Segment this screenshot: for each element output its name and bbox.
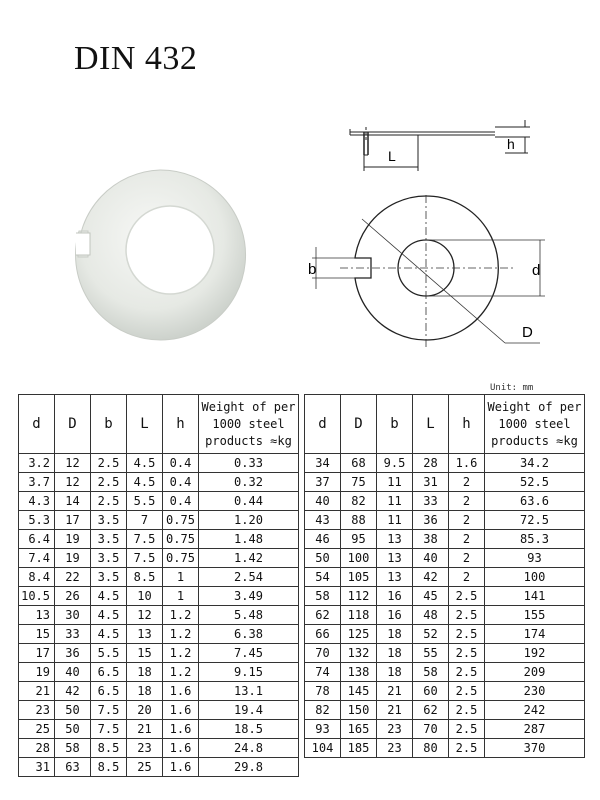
- table-cell: 58: [305, 587, 341, 606]
- table-cell: 34: [305, 454, 341, 473]
- table-cell: 72.5: [485, 511, 585, 530]
- washer-photo: [70, 165, 250, 345]
- table-cell: 242: [485, 701, 585, 720]
- table-cell: 0.33: [199, 454, 299, 473]
- table-cell: 1.2: [163, 663, 199, 682]
- table-cell: 13.1: [199, 682, 299, 701]
- table-cell: 3.5: [91, 549, 127, 568]
- table-cell: 9.5: [377, 454, 413, 473]
- table-cell: 1: [163, 587, 199, 606]
- table-row: [305, 644, 585, 663]
- table-cell: 54: [305, 568, 341, 587]
- weight-header-line: 1000 steel: [498, 416, 571, 431]
- table-cell: 82: [341, 492, 377, 511]
- table-cell: 16: [377, 606, 413, 625]
- table-cell: 74: [305, 663, 341, 682]
- table-cell: 1.6: [163, 682, 199, 701]
- table-cell: 3.49: [199, 587, 299, 606]
- col-h: h: [163, 395, 199, 454]
- table-cell: 2.5: [449, 739, 485, 758]
- table-cell: 68: [341, 454, 377, 473]
- table-cell: 0.44: [199, 492, 299, 511]
- table-cell: 55: [413, 644, 449, 663]
- table-cell: 85.3: [485, 530, 585, 549]
- table-cell: 2.5: [449, 587, 485, 606]
- table-cell: 155: [485, 606, 585, 625]
- table-row: [305, 720, 585, 739]
- spec-table-right: [304, 394, 585, 758]
- table-cell: 7.5: [127, 549, 163, 568]
- table-cell: 6.38: [199, 625, 299, 644]
- table-cell: 2.5: [449, 644, 485, 663]
- table-row: [305, 587, 585, 606]
- table-cell: 2.5: [449, 625, 485, 644]
- table-cell: 11: [377, 511, 413, 530]
- table-cell: 40: [305, 492, 341, 511]
- table-cell: 4.5: [91, 606, 127, 625]
- table-cell: 40: [55, 663, 91, 682]
- table-cell: 3.5: [91, 568, 127, 587]
- table-cell: 50: [55, 720, 91, 739]
- table-cell: 25: [127, 758, 163, 777]
- table-cell: 1.48: [199, 530, 299, 549]
- table-cell: 33: [55, 625, 91, 644]
- table-cell: 1.6: [163, 701, 199, 720]
- table-cell: 45: [413, 587, 449, 606]
- table-cell: 0.75: [163, 511, 199, 530]
- table-cell: 58: [55, 739, 91, 758]
- label-D: D: [522, 324, 533, 341]
- table-cell: 16: [377, 587, 413, 606]
- table-cell: 17: [19, 644, 55, 663]
- table-cell: 63: [55, 758, 91, 777]
- table-row: [305, 492, 585, 511]
- table-cell: 6.4: [19, 530, 55, 549]
- table-cell: 2.54: [199, 568, 299, 587]
- table-cell: 66: [305, 625, 341, 644]
- table-cell: 6.5: [91, 682, 127, 701]
- table-cell: 14: [55, 492, 91, 511]
- table-cell: 52.5: [485, 473, 585, 492]
- table-cell: 12: [55, 473, 91, 492]
- table-cell: 0.32: [199, 473, 299, 492]
- table-cell: 26: [55, 587, 91, 606]
- table-cell: 4.5: [127, 454, 163, 473]
- table-cell: 52: [413, 625, 449, 644]
- table-cell: 42: [55, 682, 91, 701]
- washer-technical-drawing: [300, 115, 600, 365]
- table-cell: 21: [377, 682, 413, 701]
- table-cell: 23: [377, 739, 413, 758]
- table-cell: 34.2: [485, 454, 585, 473]
- table-cell: 2.5: [449, 701, 485, 720]
- table-cell: 19: [55, 530, 91, 549]
- table-cell: 209: [485, 663, 585, 682]
- table-cell: 4.5: [127, 473, 163, 492]
- table-cell: 40: [413, 549, 449, 568]
- table-cell: 18: [377, 625, 413, 644]
- weight-header-line: products ≈kg: [491, 433, 578, 448]
- table-cell: 20: [127, 701, 163, 720]
- table-cell: 18: [377, 644, 413, 663]
- table-cell: 18: [127, 663, 163, 682]
- table-header-row: [19, 395, 299, 454]
- table-cell: 370: [485, 739, 585, 758]
- table-row: [305, 511, 585, 530]
- table-cell: 13: [19, 606, 55, 625]
- table-cell: 36: [413, 511, 449, 530]
- table-cell: 7: [127, 511, 163, 530]
- table-cell: 31: [19, 758, 55, 777]
- table-cell: 112: [341, 587, 377, 606]
- table-cell: 2: [449, 473, 485, 492]
- table-row: [305, 701, 585, 720]
- table-cell: 70: [413, 720, 449, 739]
- table-cell: 3.5: [91, 530, 127, 549]
- table-cell: 19.4: [199, 701, 299, 720]
- col-d: d: [19, 395, 55, 454]
- table-cell: 105: [341, 568, 377, 587]
- col-L: L: [413, 395, 449, 454]
- table-cell: 46: [305, 530, 341, 549]
- label-h: h: [507, 136, 515, 152]
- table-cell: 43: [305, 511, 341, 530]
- weight-header-line: Weight of per: [201, 399, 296, 414]
- weight-header-line: products ≈kg: [205, 433, 292, 448]
- table-row: [19, 644, 299, 663]
- table-cell: 82: [305, 701, 341, 720]
- table-row: [305, 454, 585, 473]
- table-row: [19, 739, 299, 758]
- table-cell: 24.8: [199, 739, 299, 758]
- table-cell: 125: [341, 625, 377, 644]
- table-cell: 8.5: [91, 739, 127, 758]
- label-b: b: [308, 261, 317, 278]
- table-cell: 0.4: [163, 454, 199, 473]
- table-cell: 33: [413, 492, 449, 511]
- table-cell: 18.5: [199, 720, 299, 739]
- table-cell: 100: [341, 549, 377, 568]
- table-cell: 104: [305, 739, 341, 758]
- table-cell: 2: [449, 568, 485, 587]
- table-cell: 95: [341, 530, 377, 549]
- table-cell: 48: [413, 606, 449, 625]
- table-cell: 37: [305, 473, 341, 492]
- table-cell: 58: [413, 663, 449, 682]
- table-cell: 1.6: [163, 758, 199, 777]
- table-cell: 12: [127, 606, 163, 625]
- table-cell: 23: [127, 739, 163, 758]
- side-view: [350, 120, 530, 171]
- table-row: [305, 606, 585, 625]
- table-cell: 88: [341, 511, 377, 530]
- table-cell: 174: [485, 625, 585, 644]
- weight-header-line: 1000 steel: [212, 416, 285, 431]
- table-cell: 145: [341, 682, 377, 701]
- table-cell: 7.45: [199, 644, 299, 663]
- table-cell: 30: [55, 606, 91, 625]
- col-b: b: [377, 395, 413, 454]
- table-row: [19, 720, 299, 739]
- table-cell: 63.6: [485, 492, 585, 511]
- table-cell: 22: [55, 568, 91, 587]
- table-row: [19, 530, 299, 549]
- table-cell: 118: [341, 606, 377, 625]
- table-cell: 78: [305, 682, 341, 701]
- table-cell: 1.42: [199, 549, 299, 568]
- table-cell: 7.5: [127, 530, 163, 549]
- table-cell: 2: [449, 549, 485, 568]
- col-weight: [199, 395, 299, 454]
- table-cell: 15: [127, 644, 163, 663]
- table-cell: 7.5: [91, 720, 127, 739]
- table-cell: 165: [341, 720, 377, 739]
- col-D: D: [341, 395, 377, 454]
- table-row: [19, 663, 299, 682]
- table-row: [305, 625, 585, 644]
- table-cell: 19: [19, 663, 55, 682]
- table-cell: 2.5: [91, 454, 127, 473]
- table-cell: 6.5: [91, 663, 127, 682]
- table-cell: 0.4: [163, 473, 199, 492]
- table-cell: 1.2: [163, 625, 199, 644]
- table-row: [19, 682, 299, 701]
- table-cell: 11: [377, 473, 413, 492]
- table-cell: 5.48: [199, 606, 299, 625]
- table-cell: 25: [19, 720, 55, 739]
- table-row: [19, 492, 299, 511]
- table-cell: 21: [377, 701, 413, 720]
- table-cell: 17: [55, 511, 91, 530]
- table-cell: 1.6: [163, 720, 199, 739]
- table-cell: 75: [341, 473, 377, 492]
- table-cell: 1.2: [163, 644, 199, 663]
- table-cell: 150: [341, 701, 377, 720]
- table-cell: 2: [449, 511, 485, 530]
- table-row: [305, 682, 585, 701]
- table-cell: 4.5: [91, 625, 127, 644]
- table-cell: 141: [485, 587, 585, 606]
- table-cell: 5.5: [91, 644, 127, 663]
- table-row: [19, 606, 299, 625]
- table-cell: 1.6: [449, 454, 485, 473]
- table-cell: 0.75: [163, 549, 199, 568]
- label-d: d: [532, 262, 541, 279]
- table-row: [305, 530, 585, 549]
- table-row: [19, 511, 299, 530]
- table-cell: 23: [19, 701, 55, 720]
- table-cell: 11: [377, 492, 413, 511]
- table-cell: 287: [485, 720, 585, 739]
- table-row: [305, 549, 585, 568]
- page-title: DIN 432: [74, 40, 198, 77]
- weight-header-line: Weight of per: [487, 399, 582, 414]
- table-cell: 62: [305, 606, 341, 625]
- table-cell: 62: [413, 701, 449, 720]
- table-cell: 7.4: [19, 549, 55, 568]
- table-cell: 2: [449, 492, 485, 511]
- col-d: d: [305, 395, 341, 454]
- table-cell: 138: [341, 663, 377, 682]
- table-row: [305, 663, 585, 682]
- table-cell: 185: [341, 739, 377, 758]
- table-cell: 10: [127, 587, 163, 606]
- col-h: h: [449, 395, 485, 454]
- table-cell: 13: [377, 549, 413, 568]
- table-row: [305, 568, 585, 587]
- table-cell: 8.5: [91, 758, 127, 777]
- table-cell: 5.5: [127, 492, 163, 511]
- table-row: [19, 549, 299, 568]
- table-cell: 1.6: [163, 739, 199, 758]
- table-cell: 60: [413, 682, 449, 701]
- table-cell: 29.8: [199, 758, 299, 777]
- table-cell: 36: [55, 644, 91, 663]
- table-cell: 12: [55, 454, 91, 473]
- col-D: D: [55, 395, 91, 454]
- table-cell: 2.5: [449, 606, 485, 625]
- table-cell: 1.2: [163, 606, 199, 625]
- table-cell: 23: [377, 720, 413, 739]
- table-cell: 192: [485, 644, 585, 663]
- table-cell: 18: [377, 663, 413, 682]
- col-weight: [485, 395, 585, 454]
- table-cell: 50: [55, 701, 91, 720]
- table-cell: 42: [413, 568, 449, 587]
- table-row: [19, 454, 299, 473]
- table-cell: 1.20: [199, 511, 299, 530]
- table-cell: 19: [55, 549, 91, 568]
- table-cell: 8.5: [127, 568, 163, 587]
- col-b: b: [91, 395, 127, 454]
- table-cell: 28: [413, 454, 449, 473]
- table-cell: 7.5: [91, 701, 127, 720]
- table-cell: 70: [305, 644, 341, 663]
- label-L: L: [388, 148, 396, 164]
- spec-table-left: [18, 394, 299, 777]
- table-cell: 2.5: [449, 682, 485, 701]
- table-cell: 4.3: [19, 492, 55, 511]
- table-cell: 13: [377, 530, 413, 549]
- table-cell: 38: [413, 530, 449, 549]
- table-cell: 31: [413, 473, 449, 492]
- table-row: [19, 587, 299, 606]
- table-cell: 50: [305, 549, 341, 568]
- table-cell: 80: [413, 739, 449, 758]
- table-cell: 2: [449, 530, 485, 549]
- table-cell: 93: [305, 720, 341, 739]
- table-cell: 13: [377, 568, 413, 587]
- table-row: [19, 473, 299, 492]
- table-cell: 5.3: [19, 511, 55, 530]
- table-cell: 3.2: [19, 454, 55, 473]
- table-cell: 3.5: [91, 511, 127, 530]
- table-cell: 93: [485, 549, 585, 568]
- table-cell: 100: [485, 568, 585, 587]
- table-cell: 2.5: [449, 663, 485, 682]
- table-row: [305, 739, 585, 758]
- table-cell: 0.75: [163, 530, 199, 549]
- table-cell: 230: [485, 682, 585, 701]
- table-cell: 13: [127, 625, 163, 644]
- table-cell: 21: [127, 720, 163, 739]
- table-cell: 2.5: [91, 473, 127, 492]
- table-cell: 1: [163, 568, 199, 587]
- table-cell: 15: [19, 625, 55, 644]
- table-row: [19, 758, 299, 777]
- table-cell: 4.5: [91, 587, 127, 606]
- table-cell: 28: [19, 739, 55, 758]
- table-header-row: [305, 395, 585, 454]
- table-row: [19, 625, 299, 644]
- unit-label: Unit: mm: [490, 383, 534, 393]
- table-cell: 10.5: [19, 587, 55, 606]
- table-cell: 3.7: [19, 473, 55, 492]
- col-L: L: [127, 395, 163, 454]
- table-cell: 21: [19, 682, 55, 701]
- table-row: [19, 568, 299, 587]
- table-cell: 8.4: [19, 568, 55, 587]
- table-cell: 0.4: [163, 492, 199, 511]
- table-row: [305, 473, 585, 492]
- table-row: [19, 701, 299, 720]
- table-cell: 2.5: [91, 492, 127, 511]
- table-cell: 132: [341, 644, 377, 663]
- table-cell: 2.5: [449, 720, 485, 739]
- table-cell: 9.15: [199, 663, 299, 682]
- table-cell: 18: [127, 682, 163, 701]
